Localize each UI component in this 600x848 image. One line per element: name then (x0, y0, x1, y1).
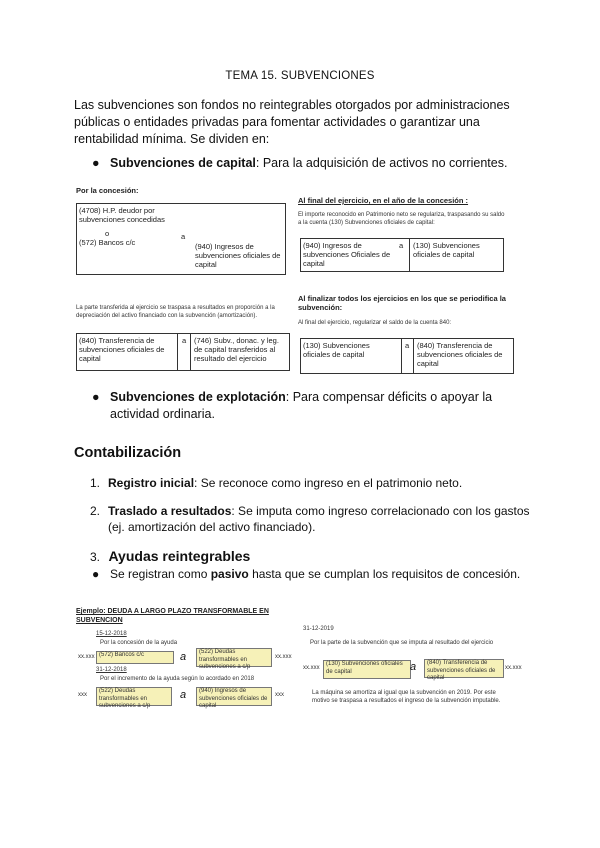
final-todos-label: Al finalizar todos los ejercicios en los que se periodifica la subvención: (298, 294, 506, 312)
entry-divider (177, 334, 178, 370)
concesion-credit: (940) Ingresos de subvenciones oficiales de capital (195, 242, 281, 269)
final-ejercicio-entry (300, 238, 504, 272)
bullet-dot: ● (92, 567, 100, 581)
bullet-pasivo-pre: Se registran como (110, 567, 211, 581)
final-ejercicio-a: a (399, 241, 404, 250)
concesion-or: o (105, 229, 110, 238)
parte-transferida-entry (76, 333, 290, 371)
intro-paragraph: Las subvenciones son fondos no reintegrables otorgados por administraciones públicas o entidades privadas para fomentar actividades o garantizar una rentabilidad mínima. Se dividen en: (74, 98, 510, 146)
list-item (90, 475, 530, 491)
bullet-capital (92, 155, 550, 172)
entry-divider (413, 339, 414, 373)
final-ejercicio-desc: El importe reconocido en Patrimonio neto se regulariza, traspasando su saldo a la cuenta (130) Subvenciones oficiales de capital: (298, 212, 505, 226)
example-title: Ejemplo: DEUDA A LARGO PLAZO TRANSFORMABLE EN SUBVENCION (76, 608, 269, 624)
section-contabilizacion: Contabilización (74, 445, 182, 461)
bullet-explotacion (92, 389, 530, 423)
bullet-dot: ● (92, 156, 100, 170)
list-item-3 (90, 548, 250, 566)
example-amount-1b: xx.xxx (275, 654, 292, 660)
list-number: 1. (90, 476, 101, 490)
concesion-a: a (181, 232, 186, 241)
example-date-2: 31-12-2018 (96, 667, 127, 673)
bullet-dot: ● (92, 390, 100, 404)
bullet-explotacion-desc: : Para compensar déficits o apoyar la actividad ordinaria. (110, 390, 493, 421)
final-ejercicio-debit: (940) Ingresos de subvenciones Oficiales de capital (303, 241, 391, 268)
list-item-term: Traslado a resultados (108, 504, 232, 518)
example-amount-4: xx.xxx (303, 665, 320, 671)
entry-divider (401, 339, 402, 373)
example-amount-3: xxx (275, 692, 284, 698)
bullet-capital-term: Subvenciones de capital (110, 156, 256, 170)
list-item-desc: : Se reconoce como ingreso en el patrimonio neto. (194, 476, 463, 490)
example-amount-5: xx.xxx (505, 665, 522, 671)
list-number: 2. (90, 504, 101, 518)
example-date-1: 15-12-2018 (96, 631, 127, 637)
example-a-3: a (410, 661, 417, 673)
example-date-3: 31-12-2019 (303, 626, 334, 632)
final-todos-credit: (840) Transferencia de subvenciones oficiales de capital (417, 341, 503, 368)
list-item-desc: : Se imputa como ingreso correlacionado con los gastos (ej. amortización del activo financiado). (108, 504, 530, 534)
entry-divider (190, 334, 191, 370)
final-todos-a: a (405, 341, 410, 350)
bullet-capital-desc: : Para la adquisición de activos no corrientes. (255, 156, 508, 170)
example-debit-1: (572) Bancos c/c (96, 651, 174, 664)
bullet-explotacion-term: Subvenciones de explotación (110, 390, 286, 404)
concesion-label: Por la concesión: (76, 186, 139, 195)
example-credit-2: (940) Ingresos de subvenciones oficiales de capital (196, 687, 272, 706)
example-note: La máquina se amortiza al igual que la subvención en 2019. Por este motivo se traspasa a resultados el ingreso de la subvención imputable. (312, 690, 501, 704)
bullet-pasivo-post: hasta que se cumplan los requisitos de concesión. (248, 567, 521, 581)
example-desc-3: Por la parte de la subvención que se imputa al resultado del ejercicio (310, 640, 494, 646)
example-debit-4: (130) Subvenciones oficiales de capital (323, 660, 411, 679)
list-number: 3. (90, 550, 101, 564)
final-todos-desc: Al final del ejercicio, regularizar el saldo de la cuenta 840: (298, 320, 452, 326)
example-desc-1: Por la concesión de la ayuda (100, 640, 178, 646)
parte-transferida-a: a (182, 336, 187, 345)
example-credit-1: (522) Deudas transformables en subvenciones a c/p (196, 648, 272, 667)
example-amount-2: xxx (78, 692, 87, 698)
final-ejercicio-credit: (130) Subvenciones oficiales de capital (413, 241, 480, 259)
concesion-entry (76, 203, 286, 275)
concesion-debit1: (4708) H.P. deudor por subvenciones concedidas (79, 206, 165, 224)
bullet-pasivo (92, 566, 540, 582)
final-todos-debit: (130) Subvenciones oficiales de capital (303, 341, 370, 359)
example-amount-1: xx.xxx (78, 654, 95, 660)
parte-transferida-credit: (746) Subv., donac. y leg. de capital transferidos al resultado del ejercicio (194, 336, 279, 363)
section-ayudas-reintegrables: Ayudas reintegrables (108, 548, 251, 564)
parte-transferida-debit: (840) Transferencia de subvenciones oficiales de capital (79, 336, 165, 363)
concesion-debit2: (572) Bancos c/c (79, 238, 136, 247)
example-debit-2: (522) Deudas transformables en subvenciones a c/p (96, 687, 172, 706)
example-a-1: a (180, 651, 187, 663)
entry-divider (409, 239, 410, 271)
page-title: TEMA 15. SUBVENCIONES (225, 70, 375, 82)
example-credit-4: (840) Transferencia de subvenciones oficiales de capital (424, 659, 504, 678)
list-item (90, 503, 530, 535)
bullet-pasivo-term: pasivo (210, 567, 249, 581)
list-item-term: Registro inicial (108, 476, 195, 490)
final-ejercicio-label: Al final del ejercicio, en el año de la concesión : (298, 196, 469, 205)
parte-transferida-desc: La parte transferida al ejercicio se traspasa a resultados en proporción a la depreciación del activo financiado con la subvención (amortización). (76, 305, 275, 319)
example-desc-2: Por el incremento de la ayuda según lo acordado en 2018 (100, 676, 255, 682)
example-a-2: a (180, 689, 187, 701)
final-todos-entry (300, 338, 514, 374)
